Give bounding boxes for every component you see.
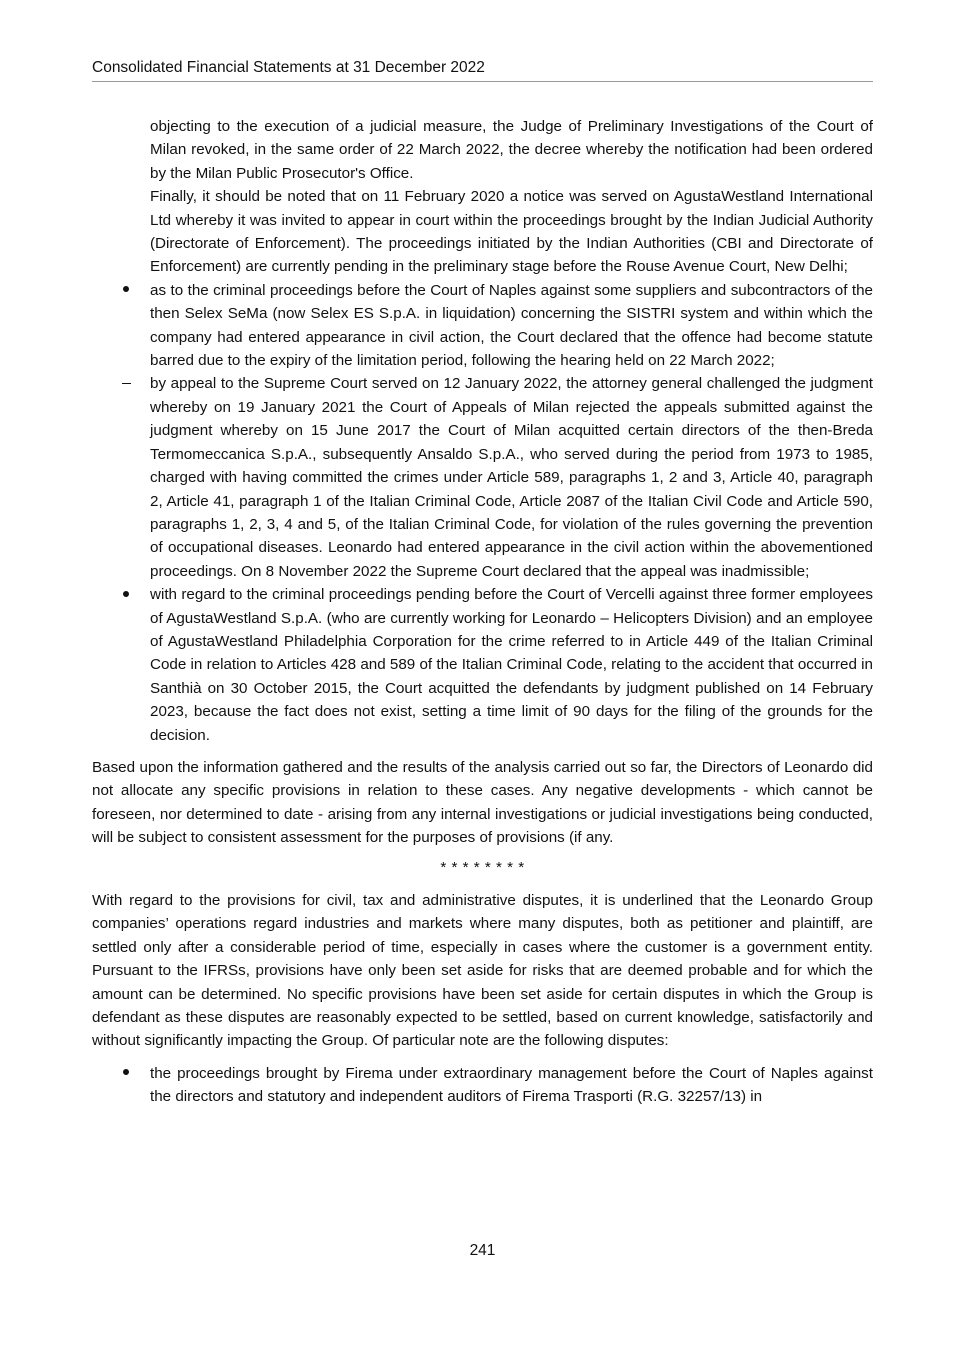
disputes-paragraph: With regard to the provisions for civil, tax and administrative disputes, it is underlined that the Leonardo Group companies’ operations regard industries and markets where many disputes, both as petitioner and plaintiff, are settled only after a considerable period of time, especially in cases where the customer is a government entity. Pursuant to the IFRSs, provisions have only been set aside for risks that are deemed probable and for which the amount can be determined. No specific provisions have been set aside for certain disputes in which the Group is defendant as these disputes are reasonably expected to be settled, based on current knowledge, satisfactorily and without significantly impacting the Group. Of particular note are the following disputes: — [92, 892, 873, 1050]
list-item-text: as to the criminal proceedings before the Court of Naples against some suppliers and subcontractors of the then Selex SeMa (now Selex ES S.p.A. in liquidation) concerning the SISTRI system and within which the company had entered appearance in civil action, the Court declared that the offence had become statute barred due to the expiry of the limitation period, following the hearing held on 22 March 2022; — [150, 281, 873, 370]
list-item — [92, 583, 873, 747]
header-title: Consolidated Financial Statements at 31 December 2022 — [92, 59, 485, 76]
document-body — [92, 115, 873, 1109]
page-number: 241 — [469, 1242, 496, 1259]
continuation-paragraph: objecting to the execution of a judicial measure, the Judge of Preliminary Investigations of the Court of Milan revoked, in the same order of 22 March 2022, the decree whereby the notification had been ordered by the Milan Public Prosecutor's Office. — [150, 118, 873, 182]
bullet-icon — [120, 279, 132, 302]
section-separator: * * * * * * * * — [440, 858, 525, 876]
dash-icon — [120, 372, 132, 395]
list-item-text: by appeal to the Supreme Court served on 12 January 2022, the attorney general challenged the judgment whereby on 19 January 2021 the Court of Appeals of Milan rejected the appeals submitted against the judgment whereby on 15 June 2017 the Court of Milan acquitted certain directors of the then-Breda Termomeccanica S.p.A., subsequently Ansaldo S.p.A., who served during the period from 1973 to 1985, charged with having committed the crimes under Article 589, paragraphs 1, 2 and 3, Article 40, paragraph 2, Article 41, paragraph 1 of the Italian Criminal Code, Article 2087 of the Italian Civil Code and Article 590, paragraphs 1, 2, 3, 4 and 5, of the Italian Criminal Code, for violation of the rules governing the prevention of occupational diseases. Leonardo had entered appearance in the civil action within the abovementioned proceedings. On 8 November 2022 the Supreme Court declared that the appeal was inadmissible; — [150, 375, 873, 580]
list-item — [92, 279, 873, 373]
list-item-text: with regard to the criminal proceedings pending before the Court of Vercelli against three former employees of AgustaWestland S.p.A. (who are currently working for Leonardo – Helicopters Division) and an employee of AgustaWestland Philadelphia Corporation for the crime referred to in Article 449 of the Italian Criminal Code in relation to Articles 428 and 589 of the Italian Criminal Code, relating to the accident that occurred in Santhià on 30 October 2015, the Court acquitted the defendants by judgment published on 14 February 2023, because the fact does not exist, setting a time limit of 90 days for the filing of the grounds for the decision. — [150, 586, 873, 744]
list-item — [92, 1062, 873, 1109]
bullet-icon — [120, 1062, 132, 1085]
continuation-paragraph: Finally, it should be noted that on 11 February 2020 a notice was served on AgustaWestland International Ltd whereby it was invited to appear in court within the proceedings brought by the Indian Judicial Authority (Directorate of Enforcement). The proceedings initiated by the Indian Authorities (CBI and Directorate of Enforcement) are currently pending in the preliminary stage before the Rouse Avenue Court, New Delhi; — [150, 188, 873, 276]
bullet-icon — [120, 583, 132, 606]
list-item-text: the proceedings brought by Firema under extraordinary management before the Court of Naples against the directors and statutory and independent auditors of Firema Trasporti (R.G. 32257/13) in — [150, 1064, 873, 1106]
directors-paragraph: Based upon the information gathered and the results of the analysis carried out so far, the Directors of Leonardo did not allocate any specific provisions in relation to these cases. Any negative developments - which cannot be foreseen, nor determined to date - arising from any internal investigations or judicial investigations being conducted, will be subject to consistent assessment for the purposes of provisions (if any. — [92, 758, 873, 847]
page-header — [92, 58, 873, 82]
list-item — [92, 372, 873, 583]
